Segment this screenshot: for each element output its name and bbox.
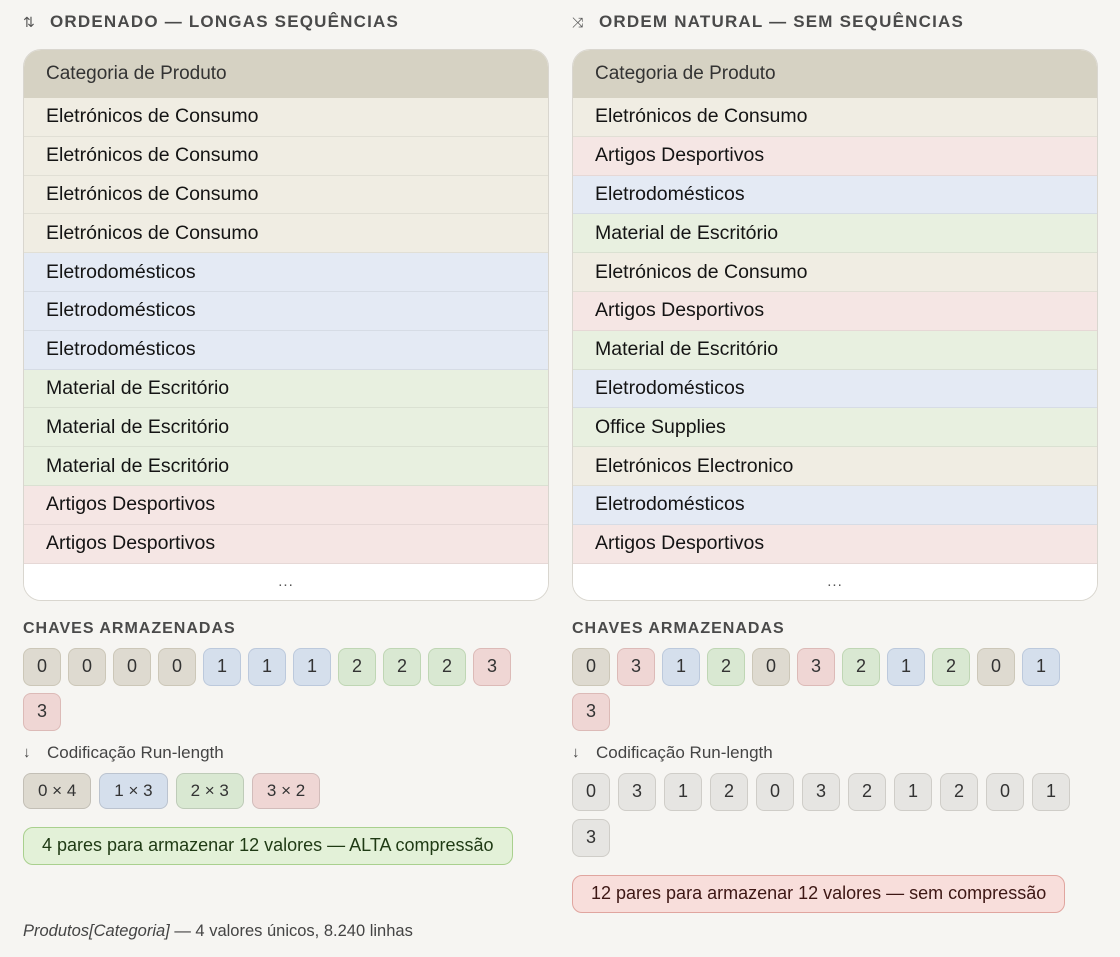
table-row: Eletrónicos de Consumo [24, 176, 548, 215]
rle-pair-chip: 1 × 3 [99, 773, 167, 809]
stored-keys [23, 648, 523, 731]
panel-title-text: ORDENADO — LONGAS SEQUÊNCIAS [50, 12, 400, 31]
stored-key-chip: 1 [662, 648, 700, 686]
table-reference: Produtos[Categoria] [23, 922, 170, 940]
table-row: Material de Escritório [24, 447, 548, 486]
stored-key-chip: 2 [428, 648, 466, 686]
table-row: Eletrodomésticos [24, 292, 548, 331]
rle-pair-chip: 2 [940, 773, 978, 811]
table-row: Artigos Desportivos [573, 525, 1097, 564]
rle-pair-chip: 2 × 3 [176, 773, 244, 809]
table-rows [573, 98, 1097, 564]
table-row: Eletrodomésticos [573, 370, 1097, 409]
table-header: Categoria de Produto [573, 50, 1097, 98]
table-row: Material de Escritório [573, 331, 1097, 370]
stored-key-chip: 3 [797, 648, 835, 686]
stored-keys-label: CHAVES ARMAZENADAS [23, 619, 236, 637]
stored-key-chip: 1 [887, 648, 925, 686]
table-row: Office Supplies [573, 408, 1097, 447]
stored-key-chip: 2 [932, 648, 970, 686]
sort-icon: ⇅ [23, 13, 36, 30]
stored-key-chip: 3 [23, 693, 61, 731]
table-row: Artigos Desportivos [573, 292, 1097, 331]
rle-pair-chip: 0 [572, 773, 610, 811]
stored-key-chip: 2 [338, 648, 376, 686]
table-row: Artigos Desportivos [24, 525, 548, 564]
panel-title [572, 0, 1098, 44]
natural-order-panel [572, 0, 1098, 913]
rle-pair-chip: 1 [664, 773, 702, 811]
arrow-down-icon: ↓ [23, 744, 31, 762]
rle-label-text: Codificação Run-length [596, 742, 773, 762]
rle-pair-chip: 3 [572, 819, 610, 857]
rle-pairs [23, 773, 543, 809]
footer-note [23, 922, 413, 941]
stored-key-chip: 1 [203, 648, 241, 686]
table-row: Eletrónicos de Consumo [24, 137, 548, 176]
compression-result: 12 pares para armazenar 12 valores — sem compressão [572, 875, 1065, 913]
stored-key-chip: 2 [842, 648, 880, 686]
more-rows-ellipsis: ... [573, 564, 1097, 600]
table-row: Eletrónicos de Consumo [573, 98, 1097, 137]
rle-pairs [572, 773, 1092, 857]
rle-label [572, 743, 1098, 763]
stored-key-chip: 0 [752, 648, 790, 686]
arrow-down-icon: ↓ [572, 744, 580, 762]
stored-key-chip: 1 [248, 648, 286, 686]
table-row: Eletrónicos Electronico [573, 447, 1097, 486]
panel-title [23, 0, 549, 44]
table-rows [24, 98, 548, 564]
rle-pair-chip: 2 [848, 773, 886, 811]
rle-pair-chip: 0 [986, 773, 1024, 811]
table-row: Eletrónicos de Consumo [24, 214, 548, 253]
table-row: Eletrodomésticos [573, 176, 1097, 215]
rle-pair-chip: 0 × 4 [23, 773, 91, 809]
stored-key-chip: 3 [572, 693, 610, 731]
rle-pair-chip: 3 [802, 773, 840, 811]
rle-label [23, 743, 549, 763]
table-header: Categoria de Produto [24, 50, 548, 98]
stored-key-chip: 0 [572, 648, 610, 686]
category-table [23, 49, 549, 601]
more-rows-ellipsis: ... [24, 564, 548, 600]
stored-key-chip: 1 [293, 648, 331, 686]
stored-keys [572, 648, 1072, 731]
rle-pair-chip: 3 [618, 773, 656, 811]
table-row: Eletrónicos de Consumo [573, 253, 1097, 292]
rle-pair-chip: 2 [710, 773, 748, 811]
table-row: Material de Escritório [24, 408, 548, 447]
stored-key-chip: 0 [23, 648, 61, 686]
table-row: Eletrodomésticos [573, 486, 1097, 525]
sorted-panel [23, 0, 549, 865]
table-row: Artigos Desportivos [573, 137, 1097, 176]
table-row: Eletrónicos de Consumo [24, 98, 548, 137]
rle-pair-chip: 1 [1032, 773, 1070, 811]
stored-key-chip: 0 [113, 648, 151, 686]
footer-text: — 4 valores únicos, 8.240 linhas [169, 922, 413, 940]
table-row: Material de Escritório [24, 370, 548, 409]
table-row: Eletrodomésticos [24, 253, 548, 292]
panel-title-text: ORDEM NATURAL — SEM SEQUÊNCIAS [599, 12, 965, 31]
table-row: Eletrodomésticos [24, 331, 548, 370]
stored-key-chip: 0 [158, 648, 196, 686]
stored-keys-label: CHAVES ARMAZENADAS [572, 619, 785, 637]
category-table [572, 49, 1098, 601]
stored-key-chip: 3 [617, 648, 655, 686]
stored-key-chip: 3 [473, 648, 511, 686]
stored-key-chip: 2 [383, 648, 421, 686]
stored-key-chip: 0 [68, 648, 106, 686]
stored-key-chip: 1 [1022, 648, 1060, 686]
rle-pair-chip: 1 [894, 773, 932, 811]
rle-pair-chip: 3 × 2 [252, 773, 320, 809]
stored-key-chip: 2 [707, 648, 745, 686]
rle-label-text: Codificação Run-length [47, 742, 224, 762]
compression-result: 4 pares para armazenar 12 valores — ALTA compressão [23, 827, 513, 865]
rle-pair-chip: 0 [756, 773, 794, 811]
shuffle-icon: ⤨ [572, 13, 585, 30]
table-row: Artigos Desportivos [24, 486, 548, 525]
table-row: Material de Escritório [573, 214, 1097, 253]
stored-key-chip: 0 [977, 648, 1015, 686]
